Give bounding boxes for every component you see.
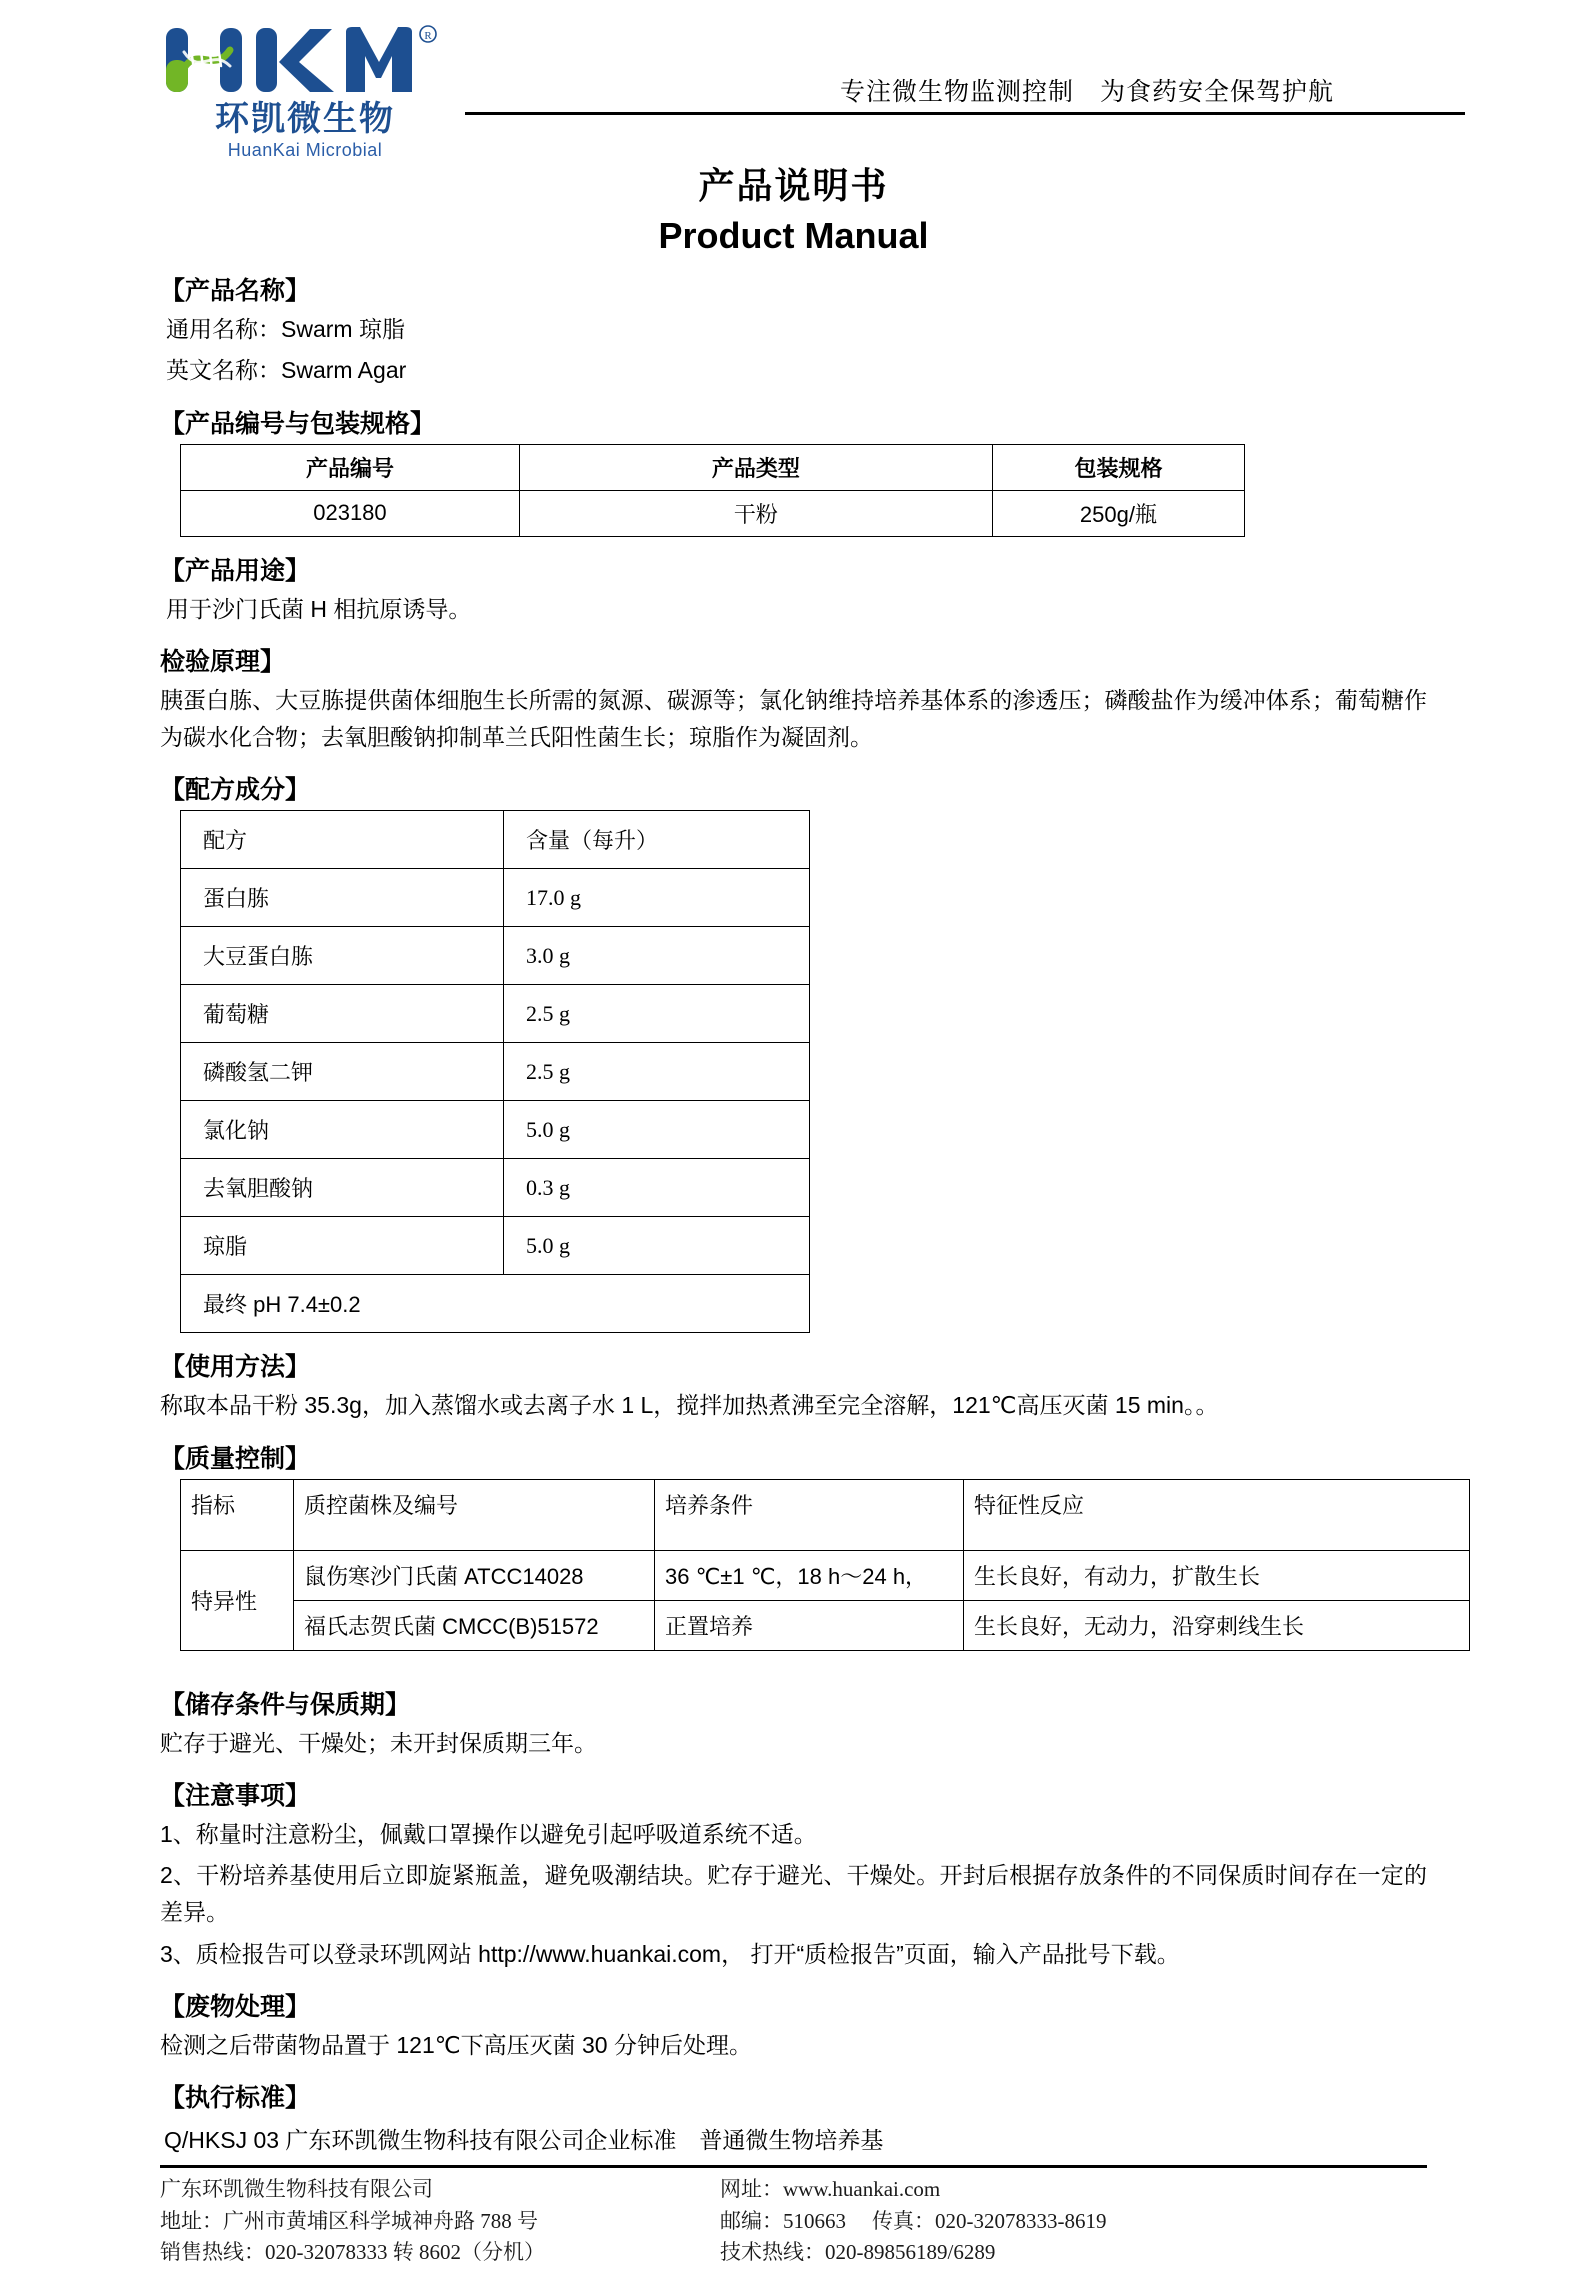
section-heading-usage: 【产品用途】 [160, 556, 311, 585]
cell-strain: 福氏志贺氏菌 CMCC(B)51572 [294, 1600, 655, 1650]
table-row [181, 1159, 810, 1217]
table-header-row [181, 1479, 1470, 1550]
footer-postcode: 邮编：510663 [720, 2208, 846, 2233]
table-header-row [181, 444, 1245, 490]
logo-name-en: HuanKai Microbial [227, 140, 383, 160]
section-heading-storage: 【储存条件与保质期】 [160, 1690, 411, 1719]
hkm-logo-mark [160, 22, 450, 100]
page-title-cn: 产品说明书 [698, 165, 889, 206]
section-heading-standard: 【执行标准】 [160, 2084, 311, 2112]
table-row-ph [181, 1275, 810, 1333]
footer-address: 地址：广州市黄埔区科学城神舟路 788 号 [160, 2208, 538, 2233]
precaution-item: 2、干粉培养基使用后立即旋紧瓶盖，避免吸潮结块。贮存于避光、干燥处。开封后根据存放条件的不同保质时间存在一定的差异。 [160, 1862, 1427, 1926]
table-row [181, 869, 810, 927]
packaging-table [180, 444, 1245, 537]
column-header-amount: 含量（每升） [504, 811, 810, 869]
cell-amount: 5.0 g [504, 1217, 810, 1275]
footer-sales-hotline: 销售热线：020-32078333 转 8602（分机） [160, 2240, 545, 2264]
section-heading-product-name: 【产品名称】 [160, 277, 311, 305]
header-divider [465, 112, 1465, 115]
method-text: 称取本品干粉 35.3g，加入蒸馏水或去离子水 1 L，搅拌加热煮沸至完全溶解，121℃高压灭菌 15 min。。 [160, 1392, 1219, 1419]
section-heading-precautions: 【注意事项】 [160, 1781, 311, 1810]
cell-indicator: 特异性 [181, 1550, 294, 1650]
cell-product-type: 干粉 [519, 490, 992, 536]
page-header [0, 0, 1587, 160]
section-heading-waste: 【废物处理】 [160, 1992, 311, 2021]
cell-ingredient: 葡萄糖 [181, 985, 504, 1043]
footer-website: 网址：www.huankai.com [720, 2177, 941, 2201]
table-row [181, 490, 1245, 536]
section-heading-principle: 检验原理】 [160, 647, 286, 676]
footer-divider [160, 2165, 1427, 2168]
footer-postcode-fax [720, 2206, 1360, 2238]
footer-fax: 传真：020-32078333-8619 [872, 2208, 1107, 2233]
quality-control-table [180, 1479, 1470, 1651]
footer-left-column [160, 2174, 720, 2269]
section-heading-formula: 【配方成分】 [160, 776, 311, 805]
column-header-reaction: 特征性反应 [964, 1479, 1470, 1550]
table-header-row [181, 811, 810, 869]
document-body [0, 271, 1587, 2269]
principle-text: 胰蛋白胨、大豆胨提供菌体细胞生长所需的氮源、碳源等；氯化钠维持培养基体系的渗透压；磷酸盐作为缓冲体系；葡萄糖作为碳水化合物；去氧胆酸钠抑制革兰氏阳性菌生长；琼脂作为凝固剂。 [160, 686, 1427, 750]
hkm-wordmark-icon [160, 22, 450, 100]
storage-text: 贮存于避光、干燥处；未开封保质期三年。 [160, 1729, 597, 1756]
column-header-indicator: 指标 [181, 1479, 294, 1550]
column-header-condition: 培养条件 [655, 1479, 964, 1550]
cell-condition: 正置培养 [655, 1600, 964, 1650]
company-logo [160, 22, 450, 159]
product-common-name: 通用名称：Swarm 琼脂 [166, 316, 405, 342]
table-row [181, 1043, 810, 1101]
formula-table [180, 810, 810, 1333]
cell-reaction: 生长良好，有动力，扩散生长 [964, 1550, 1470, 1600]
table-row [181, 927, 810, 985]
svg-text:R: R [424, 30, 432, 42]
cell-condition: 36 ℃±1 ℃，18 h～24 h， [655, 1550, 964, 1600]
section-heading-quality-control: 【质量控制】 [160, 1444, 311, 1473]
cell-ph-note: 最终 pH 7.4±0.2 [181, 1275, 810, 1333]
table-row [181, 1101, 810, 1159]
standard-text: Q/HKSJ 03 广东环凯微生物科技有限公司企业标准 普通微生物培养基 [164, 2127, 884, 2153]
page-title-en: Product Manual [658, 215, 929, 256]
cell-ingredient: 磷酸氢二钾 [181, 1043, 504, 1101]
product-english-name: 英文名称：Swarm Agar [166, 357, 407, 384]
cell-amount: 17.0 g [504, 869, 810, 927]
table-row [181, 985, 810, 1043]
cell-amount: 2.5 g [504, 985, 810, 1043]
cell-amount: 3.0 g [504, 927, 810, 985]
cell-ingredient: 蛋白胨 [181, 869, 504, 927]
cell-package-spec: 250g/瓶 [992, 490, 1244, 536]
column-header-package-spec: 包装规格 [992, 444, 1244, 490]
page-footer [160, 2174, 1427, 2269]
cell-ingredient: 去氧胆酸钠 [181, 1159, 504, 1217]
precaution-item: 1、称量时注意粉尘，佩戴口罩操作以避免引起呼吸道系统不适。 [160, 1820, 817, 1847]
column-header-ingredient: 配方 [181, 811, 504, 869]
cell-amount: 2.5 g [504, 1043, 810, 1101]
footer-right-column [720, 2174, 1360, 2269]
footer-tech-hotline: 技术热线：020-89856189/6289 [720, 2240, 996, 2264]
cell-strain: 鼠伤寒沙门氏菌 ATCC14028 [294, 1550, 655, 1600]
cell-product-code: 023180 [181, 490, 520, 536]
footer-company: 广东环凯微生物科技有限公司 [160, 2177, 433, 2201]
header-tagline: 专注微生物监测控制 为食药安全保驾护航 [840, 78, 1335, 106]
precaution-item: 3、质检报告可以登录环凯网站 http://www.huankai.com， 打开“质检报告”页面，输入产品批号下载。 [160, 1940, 1180, 1967]
waste-text: 检测之后带菌物品置于 121℃下高压灭菌 30 分钟后处理。 [160, 2031, 752, 2058]
section-heading-packaging: 【产品编号与包装规格】 [160, 409, 436, 438]
table-row [181, 1217, 810, 1275]
column-header-product-type: 产品类型 [519, 444, 992, 490]
cell-ingredient: 琼脂 [181, 1217, 504, 1275]
cell-ingredient: 氯化钠 [181, 1101, 504, 1159]
section-heading-method: 【使用方法】 [160, 1353, 311, 1382]
cell-amount: 5.0 g [504, 1101, 810, 1159]
cell-amount: 0.3 g [504, 1159, 810, 1217]
logo-name-cn: 环凯微生物 [215, 100, 395, 138]
column-header-strain: 质控菌株及编号 [294, 1479, 655, 1550]
cell-ingredient: 大豆蛋白胨 [181, 927, 504, 985]
table-row [181, 1550, 1470, 1600]
column-header-product-code: 产品编号 [181, 444, 520, 490]
table-row [181, 1600, 1470, 1650]
usage-text: 用于沙门氏菌 H 相抗原诱导。 [166, 595, 472, 622]
cell-reaction: 生长良好，无动力，沿穿刺线生长 [964, 1600, 1470, 1650]
